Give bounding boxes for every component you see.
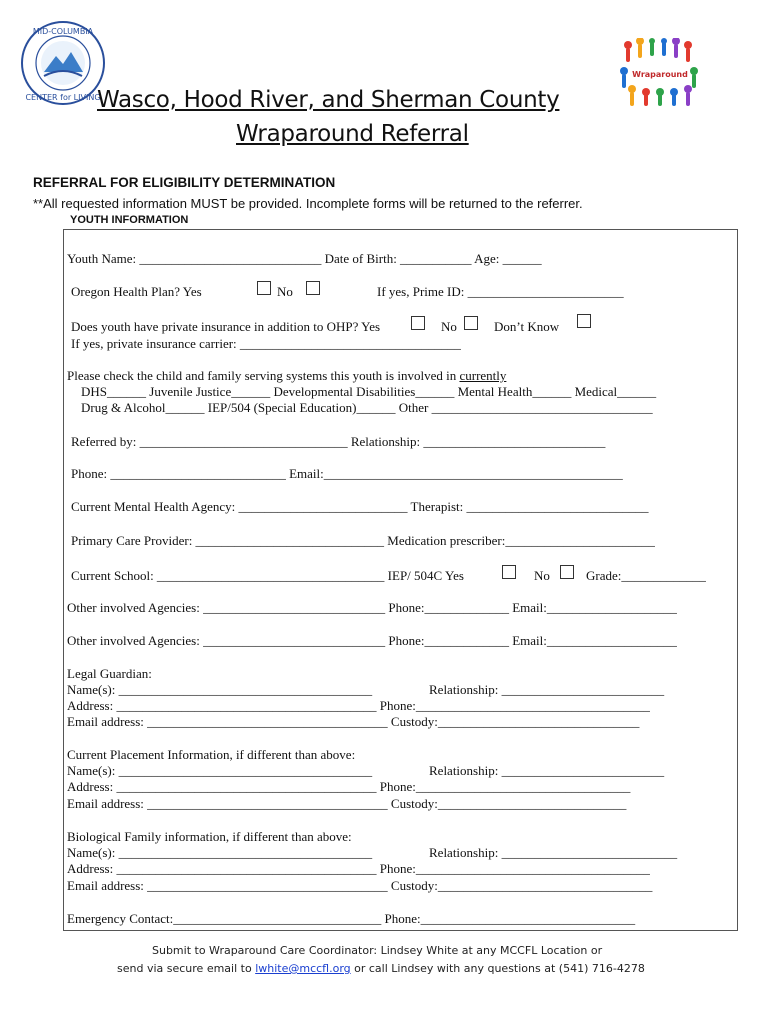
placement-name-line[interactable]: Name(s): _______________________________________: [67, 763, 373, 778]
bio-relationship-line[interactable]: Relationship: ___________________________: [429, 845, 678, 860]
referral-heading: REFERRAL FOR ELIGIBILITY DETERMINATION: [33, 175, 336, 190]
private-no-checkbox[interactable]: [464, 316, 478, 330]
iep-yes-checkbox[interactable]: [502, 565, 516, 579]
systems-line-3[interactable]: Drug & Alcohol______ IEP/504 (Special Education)______ Other __________________________________: [81, 400, 653, 415]
legal-address-line[interactable]: Address: ________________________________________ Phone:____________________________________: [67, 698, 650, 713]
title-line-1: Wasco, Hood River, and Sherman County: [97, 87, 560, 113]
youth-name-line[interactable]: Youth Name: ____________________________ Date of Birth: ___________ Age: ______: [67, 251, 542, 266]
systems-instruction-text: Please check the child and family serving systems this youth is involved in: [67, 368, 460, 383]
systems-line-2[interactable]: DHS______ Juvenile Justice______ Developmental Disabilities______ Mental Health______ Medical______: [81, 384, 657, 399]
wraparound-logo: [618, 38, 702, 106]
bio-address-line[interactable]: Address: ________________________________________ Phone:____________________________________: [67, 861, 650, 876]
mental-health-agency-line[interactable]: Current Mental Health Agency: __________________________ Therapist: ____________________________: [71, 499, 649, 514]
referred-by-line[interactable]: Referred by: ________________________________ Relationship: ____________________________: [71, 434, 606, 449]
legal-email-line[interactable]: Email address: _____________________________________ Custody:_______________________________: [67, 714, 640, 729]
legal-name-line[interactable]: Name(s): _______________________________________: [67, 682, 373, 697]
svg-text:MID-COLUMBIA: MID-COLUMBIA: [32, 27, 94, 36]
placement-email-line[interactable]: Email address: _____________________________________ Custody:_____________________________: [67, 796, 627, 811]
private-insurance-label: Does youth have private insurance in addition to OHP? Yes: [71, 319, 381, 334]
current-school-line[interactable]: Current School: ___________________________________ IEP/ 504C Yes: [71, 568, 464, 583]
email-link[interactable]: lwhite@mccfl.org: [255, 962, 351, 975]
footer-line-2-suffix: or call Lindsey with any questions at (541) 716-4278: [350, 962, 645, 975]
systems-instruction: [67, 368, 506, 384]
private-dontknow-label: Don’t Know: [494, 319, 560, 334]
svg-text:CENTER for LIVING: CENTER for LIVING: [25, 93, 101, 102]
placement-relationship-line[interactable]: Relationship: _________________________: [429, 763, 665, 778]
legal-relationship-line[interactable]: Relationship: _________________________: [429, 682, 665, 697]
systems-currently: currently: [459, 368, 507, 383]
placement-address-line[interactable]: Address: ________________________________________ Phone:_________________________________: [67, 779, 631, 794]
ohp-yes-checkbox[interactable]: [257, 281, 271, 295]
legal-guardian-heading: Legal Guardian:: [67, 666, 152, 681]
insurance-carrier-line[interactable]: If yes, private insurance carrier: __________________________________: [71, 336, 461, 351]
primary-care-line[interactable]: Primary Care Provider: _____________________________ Medication prescriber:_______________________: [71, 533, 655, 548]
footer-line-2: [117, 962, 645, 975]
title-line-2: Wraparound Referral: [236, 121, 469, 147]
other-agencies-line-2[interactable]: Other involved Agencies: ____________________________ Phone:_____________ Email:____________________: [67, 633, 677, 648]
emergency-contact-line[interactable]: Emergency Contact:________________________________ Phone:_________________________________: [67, 911, 636, 926]
placement-heading: Current Placement Information, if different than above:: [67, 747, 356, 762]
section-heading-youth: YOUTH INFORMATION: [70, 214, 189, 226]
svg-text:Wraparound: Wraparound: [632, 70, 688, 79]
bio-email-line[interactable]: Email address: _____________________________________ Custody:_________________________________: [67, 878, 653, 893]
biological-family-heading: Biological Family information, if different than above:: [67, 829, 352, 844]
phone-email-line[interactable]: Phone: ___________________________ Email:______________________________________________: [71, 466, 623, 481]
mccfl-logo: [20, 20, 106, 106]
iep-no-label: No: [534, 568, 550, 583]
ohp-label: Oregon Health Plan? Yes: [71, 284, 202, 299]
other-agencies-line-1[interactable]: Other involved Agencies: ____________________________ Phone:_____________ Email:____________________: [67, 600, 677, 615]
notice-text: **All requested information MUST be provided. Incomplete forms will be returned to the referrer.: [33, 196, 583, 211]
ohp-no-checkbox[interactable]: [306, 281, 320, 295]
bio-name-line[interactable]: Name(s): _______________________________________: [67, 845, 373, 860]
private-no-label: No: [441, 319, 457, 334]
private-dontknow-checkbox[interactable]: [577, 314, 591, 328]
ohp-no-label: No: [277, 284, 293, 299]
footer-line-1: Submit to Wraparound Care Coordinator: Lindsey White at any MCCFL Location or: [152, 944, 603, 957]
iep-no-checkbox[interactable]: [560, 565, 574, 579]
private-yes-checkbox[interactable]: [411, 316, 425, 330]
prime-id-line[interactable]: If yes, Prime ID: ________________________: [377, 284, 624, 299]
grade-line[interactable]: Grade:_____________: [586, 568, 706, 583]
footer-line-2-prefix: send via secure email to: [117, 962, 256, 975]
